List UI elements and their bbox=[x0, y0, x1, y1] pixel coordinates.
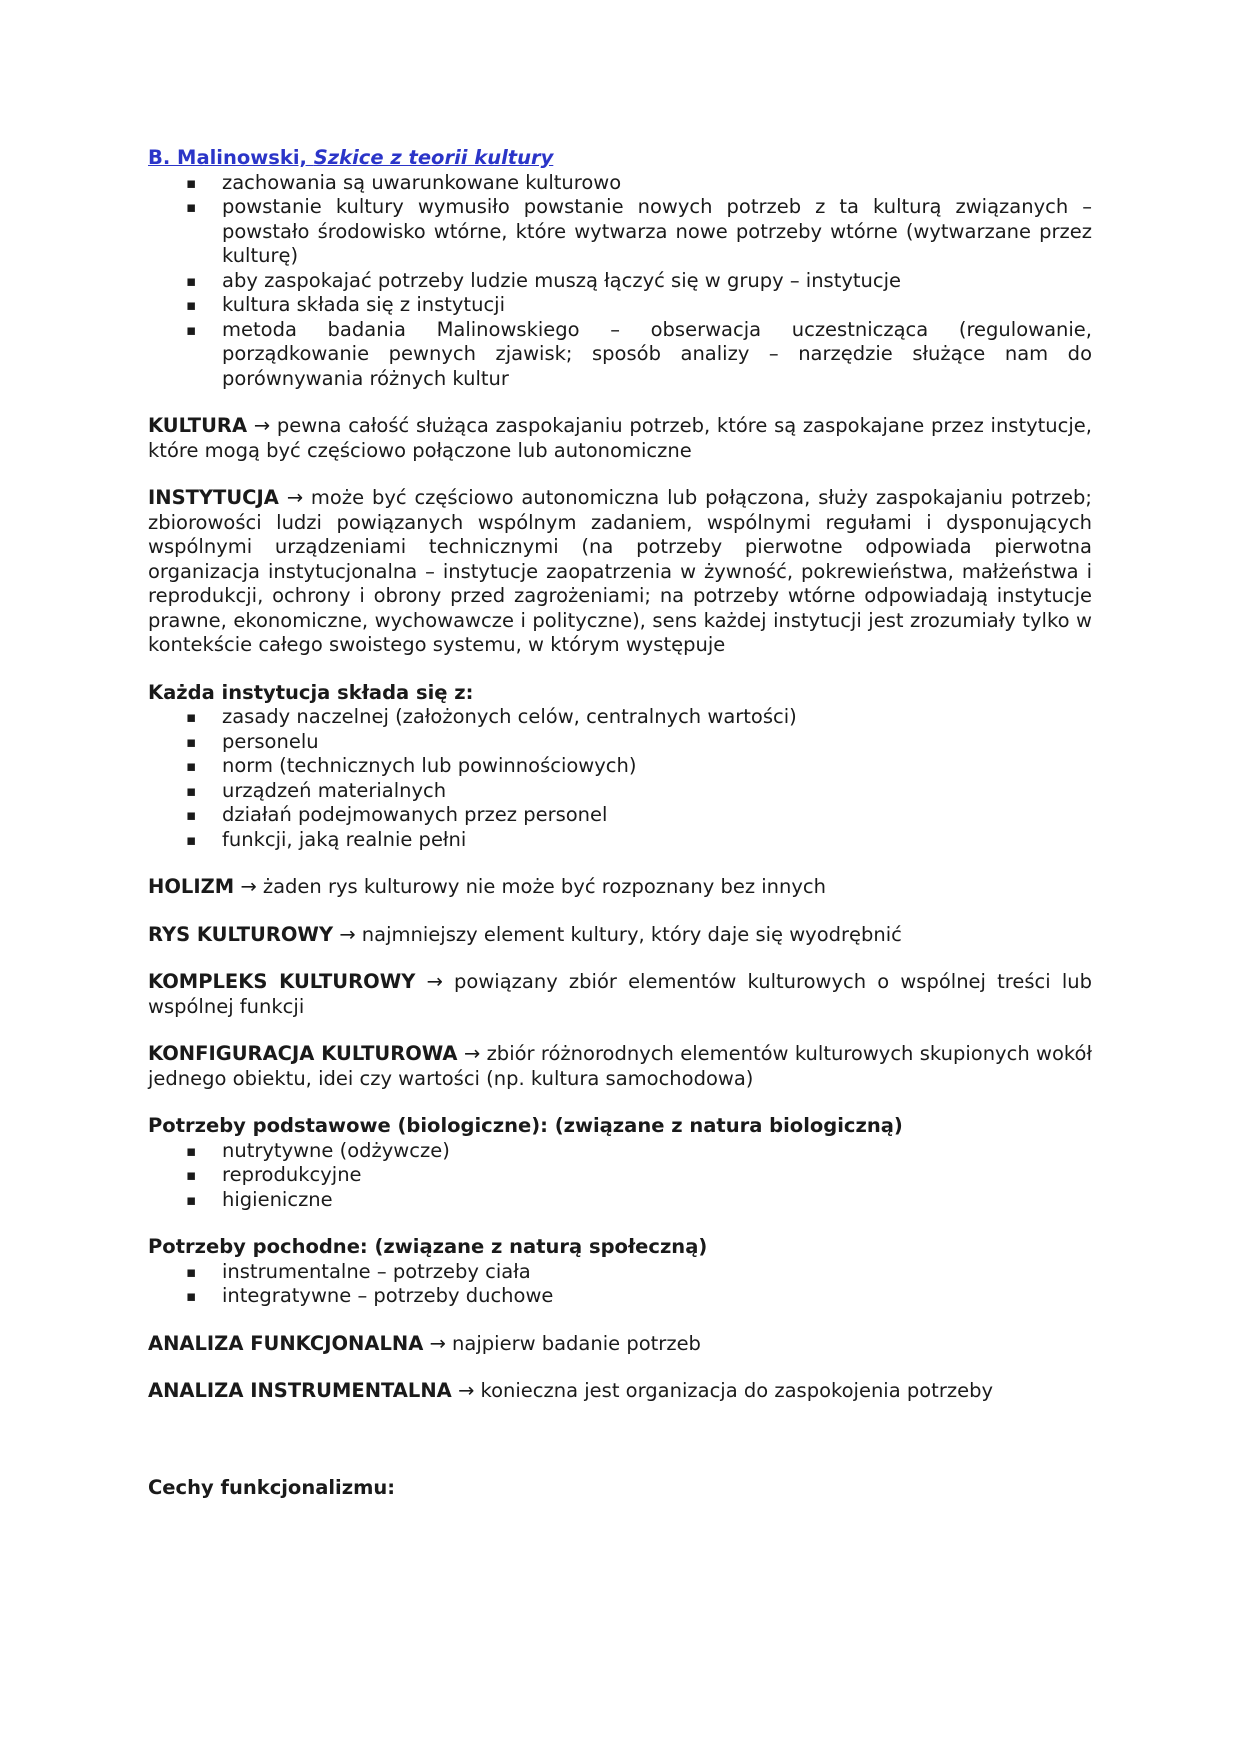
document-title-link[interactable] bbox=[148, 146, 1092, 171]
components-list bbox=[148, 705, 1092, 852]
list-item: ▪ norm (technicznych lub powinnościowych) bbox=[222, 754, 1092, 779]
definition-kultura bbox=[148, 414, 1092, 463]
definition-text: → pewna całość służąca zaspokajaniu potrzeb, które są zaspokajane przez instytucje, które mogą być częściowo połączone lub autonomiczne bbox=[148, 414, 1092, 462]
list-item: ▪ urządzeń materialnych bbox=[222, 779, 1092, 804]
definition-rys bbox=[148, 923, 1092, 948]
definition-text: → może być częściowo autonomiczna lub połączona, służy zaspokajaniu potrzeb; zbiorowości ludzi powiązanych wspólnym zadaniem, wspólnymi regułami i dysponujących wspólnymi urządzeniami technicznymi (na potrzeby pierwotne odpowiada pierwotna organizacja instytucjonalna – instytucje zaopatrzenia w żywność, pokrewieństwa, małżeństwa i reprodukcji, ochrony i obrony przed zagrożeniami; na potrzeby wtórne odpowiadają instytucje prawne, ekonomiczne, wychowawcze i polityczne), sens każdej instytucji jest zrozumiały tylko w kontekście całego swoistego systemu, w którym występuje bbox=[148, 486, 1092, 656]
definition-kompleks bbox=[148, 970, 1092, 1019]
term: ANALIZA INSTRUMENTALNA bbox=[148, 1379, 452, 1402]
definition-analiza-instrumentalna bbox=[148, 1379, 1092, 1404]
term: KONFIGURACJA KULTUROWA bbox=[148, 1042, 458, 1065]
term: KOMPLEKS KULTUROWY bbox=[148, 970, 416, 993]
term: KULTURA bbox=[148, 414, 248, 437]
definition-holizm bbox=[148, 875, 1092, 900]
term: INSTYTUCJA bbox=[148, 486, 279, 509]
document-page bbox=[148, 146, 1092, 1500]
intro-list bbox=[148, 171, 1092, 392]
list-item: ▪ działań podejmowanych przez personel bbox=[222, 803, 1092, 828]
definition-text: → powiązany zbiór elementów kulturowych o wspólnej treści lub wspólnej funkcji bbox=[148, 970, 1093, 1018]
list-item: ▪ integratywne – potrzeby duchowe bbox=[222, 1284, 1092, 1309]
title-work: Szkice z teorii kultury bbox=[313, 146, 554, 169]
section-heading: Potrzeby pochodne: (związane z naturą społeczną) bbox=[148, 1235, 708, 1258]
list-item: ▪ personelu bbox=[222, 730, 1092, 755]
derived-needs-list bbox=[148, 1260, 1092, 1309]
list-item: ▪ nutrytywne (odżywcze) bbox=[222, 1139, 1092, 1164]
list-item: ▪ powstanie kultury wymusiło powstanie nowych potrzeb z ta kulturą związanych – powstało środowisko wtórne, które wytwarza nowe potrzeby wtórne (wytwarzane przez kulturę) bbox=[222, 195, 1092, 269]
definition-text: → najmniejszy element kultury, który daje się wyodrębnić bbox=[333, 922, 902, 946]
list-item: ▪ higieniczne bbox=[222, 1188, 1092, 1213]
definition-analiza-funkcjonalna bbox=[148, 1332, 1092, 1357]
list-item: ▪ aby zaspokajać potrzeby ludzie muszą łączyć się w grupy – instytucje bbox=[222, 269, 1092, 294]
definition-text: → zbiór różnorodnych elementów kulturowych skupionych wokół jednego obiektu, idei czy wartości (np. kultura samochodowa) bbox=[148, 1042, 1092, 1090]
definition-text: → konieczna jest organizacja do zaspokojenia potrzeby bbox=[451, 1379, 993, 1402]
term: HOLIZM bbox=[148, 875, 235, 898]
definition-instytucja bbox=[148, 486, 1092, 658]
list-item: ▪ zasady naczelnej (założonych celów, centralnych wartości) bbox=[222, 705, 1092, 730]
title-author: B. Malinowski, bbox=[148, 146, 314, 169]
list-item: ▪ instrumentalne – potrzeby ciała bbox=[222, 1260, 1092, 1285]
term: RYS KULTUROWY bbox=[148, 922, 334, 946]
section-heading: Każda instytucja składa się z: bbox=[148, 680, 474, 704]
definition-text: → najpierw badanie potrzeb bbox=[423, 1331, 701, 1355]
definition-konfiguracja bbox=[148, 1042, 1092, 1091]
list-item: ▪ metoda badania Malinowskiego – obserwacja uczestnicząca (regulowanie, porządkowanie pewnych zjawisk; sposób analizy – narzędzie służące nam do porównywania różnych kultur bbox=[222, 318, 1092, 392]
definition-text: → żaden rys kulturowy nie może być rozpoznany bez innych bbox=[234, 875, 827, 898]
list-item: ▪ kultura składa się z instytucji bbox=[222, 293, 1092, 318]
list-item: ▪ reprodukcyjne bbox=[222, 1163, 1092, 1188]
list-item: ▪ funkcji, jaką realnie pełni bbox=[222, 828, 1092, 853]
basic-needs-list bbox=[148, 1139, 1092, 1213]
section-heading: Potrzeby podstawowe (biologiczne): (związane z natura biologiczną) bbox=[148, 1114, 903, 1137]
list-item: ▪ zachowania są uwarunkowane kulturowo bbox=[222, 171, 1092, 196]
term: ANALIZA FUNKCJONALNA bbox=[148, 1331, 424, 1355]
section-heading: Cechy funkcjonalizmu: bbox=[148, 1475, 396, 1499]
